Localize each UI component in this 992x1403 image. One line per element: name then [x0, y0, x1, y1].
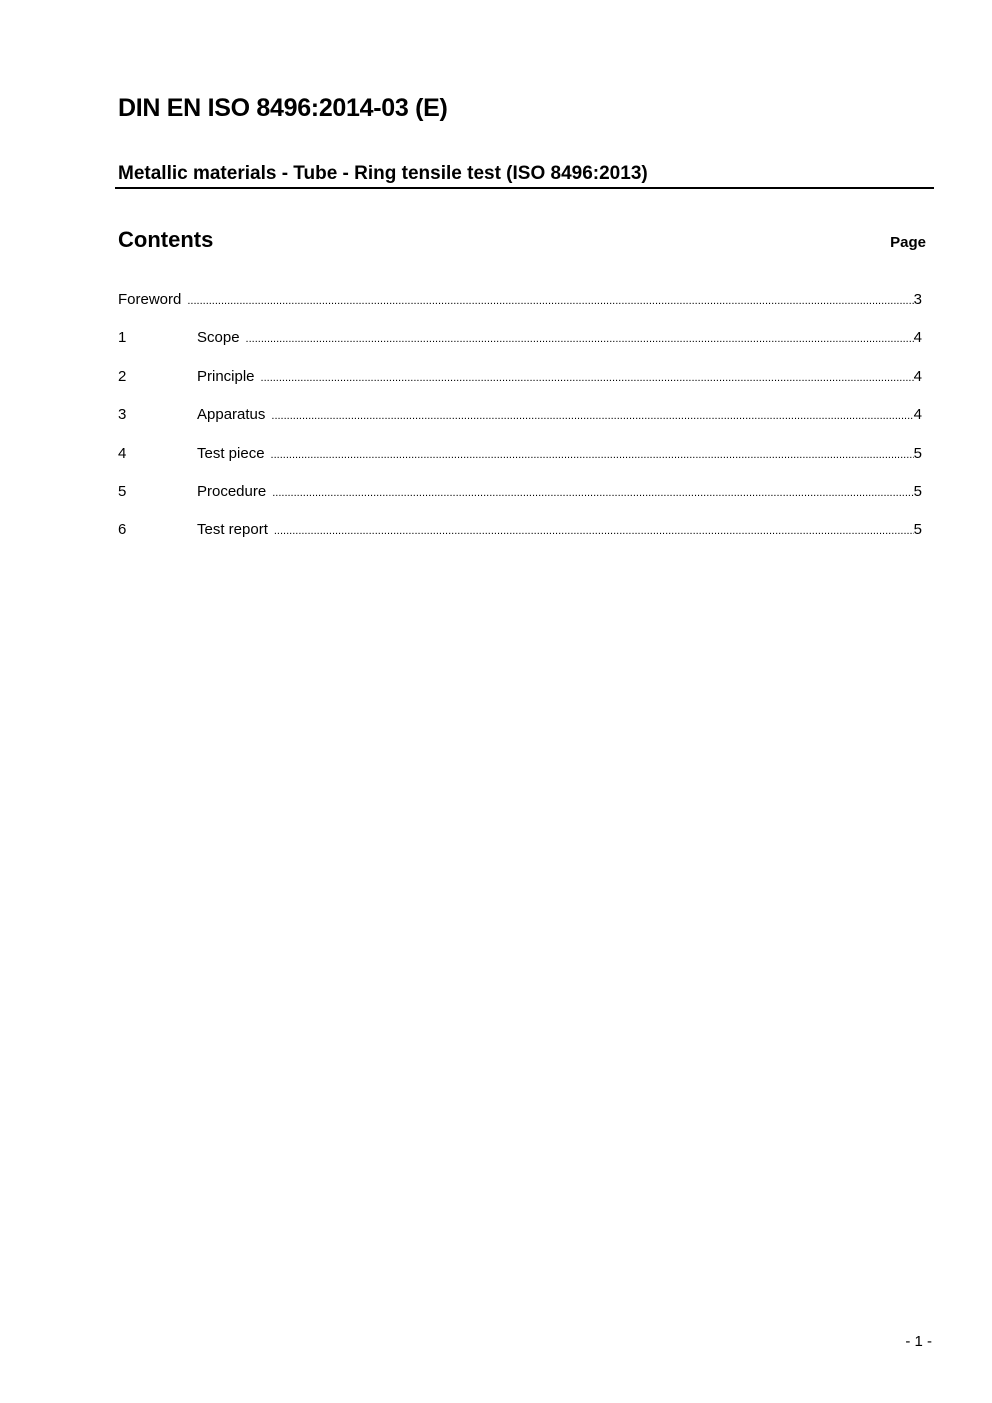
- toc-entry-title: Test piece: [197, 444, 265, 462]
- toc-dot-leader: [274, 525, 914, 537]
- toc-entry-principle[interactable]: [118, 368, 922, 406]
- toc-entry-title: Test report: [197, 521, 268, 539]
- toc-entry-title: Principle: [197, 367, 255, 385]
- toc-entry-page: 3: [913, 291, 922, 308]
- toc-entry-test-report[interactable]: [118, 521, 922, 559]
- page-column-heading: Page: [890, 234, 926, 251]
- toc-entry-title: Foreword: [118, 291, 182, 308]
- table-of-contents: [118, 291, 922, 560]
- toc-entry-page: 4: [913, 329, 922, 347]
- toc-entry-title: Apparatus: [197, 406, 266, 424]
- toc-dot-leader: [271, 449, 914, 461]
- toc-entry-page: 5: [913, 482, 922, 500]
- page-number-footer: - 1 -: [905, 1333, 932, 1350]
- toc-entry-number: 3: [118, 406, 127, 424]
- toc-entry-test-piece[interactable]: [118, 445, 922, 483]
- toc-entry-foreword[interactable]: [118, 291, 922, 329]
- toc-entry-title: Scope: [197, 329, 240, 347]
- toc-entry-number: 2: [118, 367, 127, 385]
- toc-entry-apparatus[interactable]: [118, 406, 922, 444]
- toc-dot-leader: [272, 487, 913, 499]
- toc-entry-number: 1: [118, 329, 127, 347]
- toc-entry-page: 4: [913, 406, 922, 424]
- toc-entry-page: 5: [913, 444, 922, 462]
- toc-entry-scope[interactable]: [118, 329, 922, 367]
- toc-dot-leader: [261, 372, 914, 384]
- toc-entry-page: 4: [913, 367, 922, 385]
- toc-entry-number: 6: [118, 521, 127, 539]
- toc-entry-procedure[interactable]: [118, 483, 922, 521]
- toc-entry-number: 4: [118, 444, 127, 462]
- document-title-block: [115, 161, 934, 189]
- toc-dot-leader: [246, 333, 914, 345]
- document-title: Metallic materials - Tube - Ring tensile test (ISO 8496:2013): [118, 163, 648, 184]
- toc-dot-leader: [271, 410, 913, 422]
- toc-entry-title: Procedure: [197, 482, 267, 500]
- toc-entry-page: 5: [913, 521, 922, 539]
- contents-heading: Contents: [118, 227, 214, 252]
- toc-dot-leader: [187, 295, 913, 307]
- toc-entry-number: 5: [118, 482, 127, 500]
- document-designation: DIN EN ISO 8496:2014-03 (E): [118, 94, 448, 122]
